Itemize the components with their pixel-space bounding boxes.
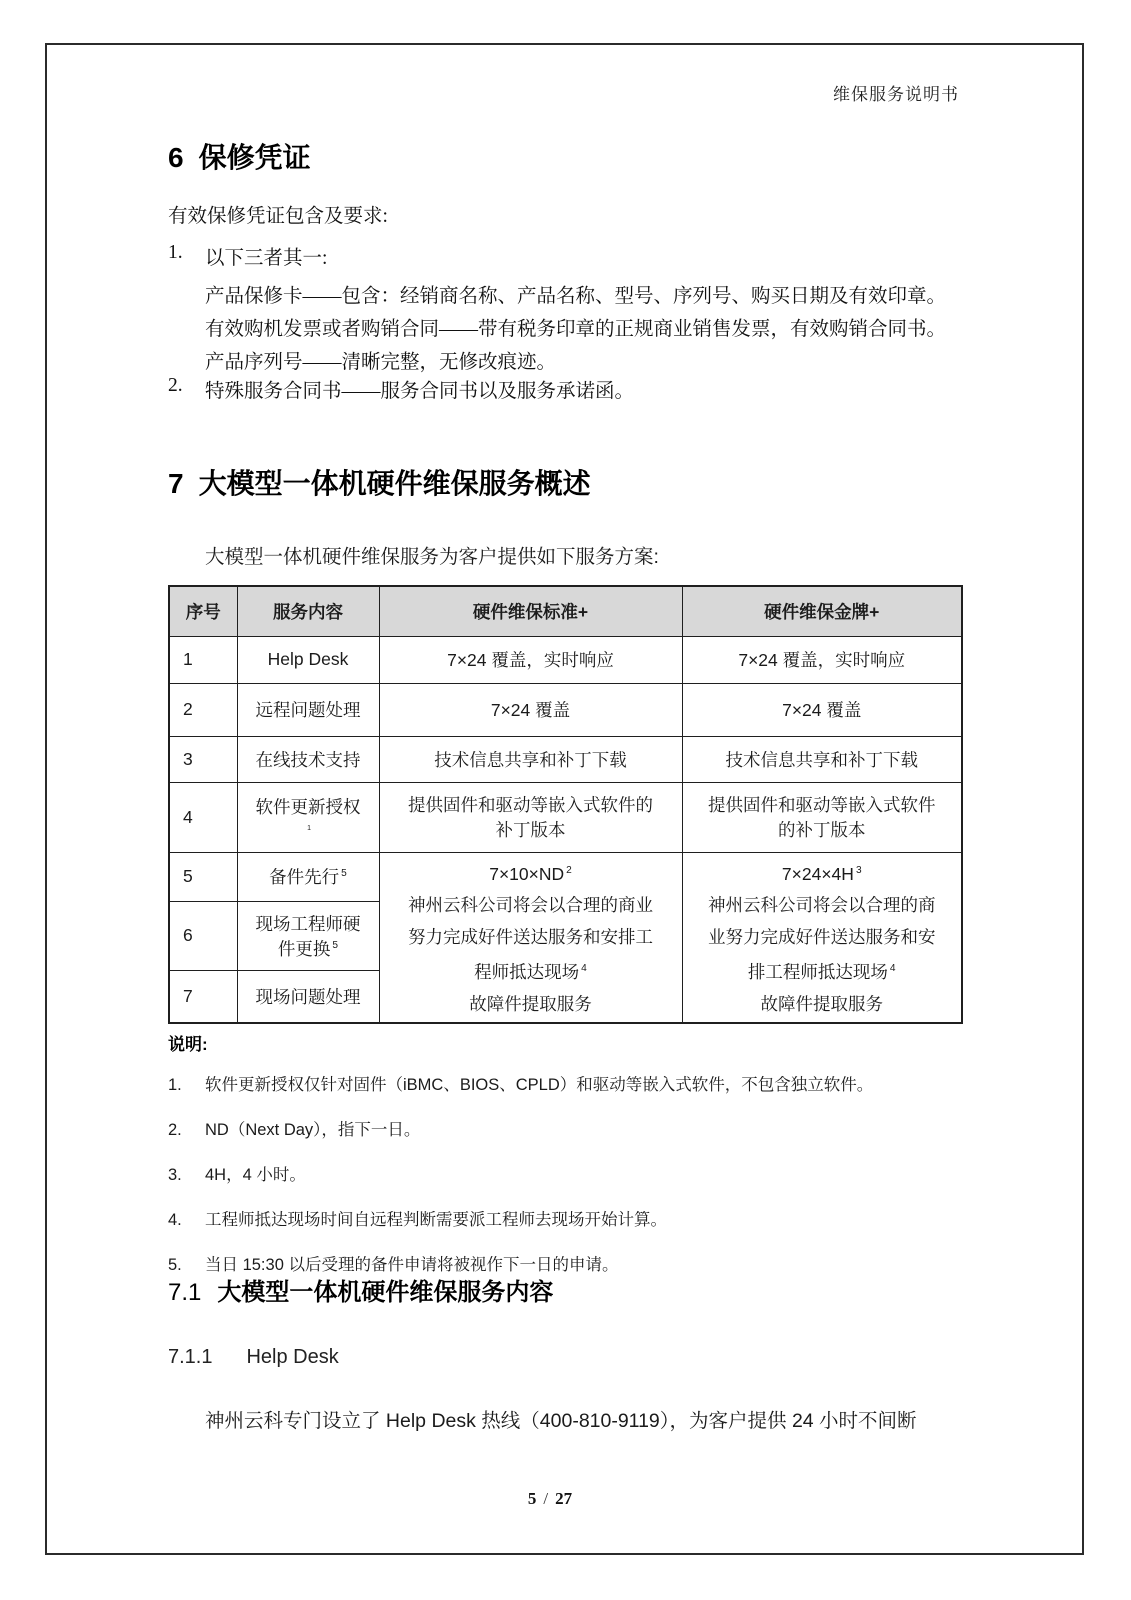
cell-service: 在线技术支持: [237, 736, 379, 782]
cell-gold: 7×24 覆盖，实时响应: [682, 636, 962, 683]
table-row: [169, 636, 962, 683]
sla-body: 神州云科公司将会以合理的商业努力完成好件送达服务和安排工程师抵达现场 $^4$: [708, 895, 936, 983]
list-item-number: 2.: [168, 375, 183, 396]
cell-gold: 7×24 覆盖: [682, 683, 962, 736]
list-item: [168, 375, 958, 403]
column-header-service: 服务内容: [237, 586, 379, 636]
column-header-no: 序号: [169, 586, 237, 636]
warranty-proof-lines: [205, 280, 965, 379]
section6-title: 保修凭证: [198, 142, 311, 173]
page-footer: [0, 1489, 1100, 1509]
section6-intro: 有效保修凭证包含及要求:: [168, 206, 388, 227]
notes-label: 说明:: [168, 1035, 208, 1054]
note-text: 当日 15:30 以后受理的备件申请将被视作下一日的申请。: [205, 1256, 619, 1274]
note-item: [168, 1073, 958, 1097]
footnote-marker: 5: [332, 940, 339, 952]
footnote-marker: 4: [889, 963, 896, 975]
table-header-row: [169, 586, 962, 636]
cell-standard-merged: [379, 852, 682, 1023]
cell-service: 现场问题处理: [237, 970, 379, 1023]
list-item: [168, 242, 958, 270]
footnote-marker: 5: [341, 868, 347, 880]
section6-number: 6: [168, 142, 184, 173]
sla-tail: 故障件提取服务: [760, 994, 883, 1015]
cell-no: 4: [169, 782, 237, 852]
section6-heading: [168, 136, 311, 176]
cell-standard: 7×24 覆盖，实时响应: [379, 636, 682, 683]
cell-no: 1: [169, 636, 237, 683]
warranty-proof-line: 产品序列号——清晰完整，无修改痕迹。: [205, 352, 557, 373]
page-number-current: 5: [527, 1489, 537, 1508]
section7-heading: [168, 462, 591, 502]
sla-tail: 故障件提取服务: [469, 994, 592, 1015]
sla-headline: 7×10×ND $^2$: [489, 863, 572, 884]
cell-gold: 技术信息共享和补丁下载: [682, 736, 962, 782]
note-number: 5.: [168, 1256, 182, 1274]
section7-1-title: 大模型一体机硬件维保服务内容: [217, 1279, 554, 1306]
section7-1-1-body: 神州云科专门设立了 Help Desk 热线（400-810-9119），为客户提供 24 小时不间断: [205, 1410, 917, 1432]
cell-standard: 技术信息共享和补丁下载: [379, 736, 682, 782]
list-item-number: 1.: [168, 242, 183, 263]
cell-service: 远程问题处理: [237, 683, 379, 736]
cell-service-text: 软件更新授权: [255, 796, 361, 817]
note-text: 工程师抵达现场时间自远程判断需要派工程师去现场开始计算。: [205, 1211, 667, 1229]
table-row: [169, 782, 962, 852]
sla-body: 神州云科公司将会以合理的商业努力完成好件送达服务和安排工程师抵达现场 $^4$: [408, 895, 653, 983]
warranty-proof-line: 产品保修卡——包含：经销商名称、产品名称、型号、序列号、购买日期及有效印章。: [205, 286, 947, 307]
cell-service: [237, 852, 379, 901]
section7-1-number: 7.1: [168, 1279, 202, 1306]
column-header-gold: 硬件维保金牌+: [682, 586, 962, 636]
section7-title: 大模型一体机硬件维保服务概述: [198, 468, 591, 499]
section7-1-1-heading: [168, 1346, 339, 1369]
section7-intro: 大模型一体机硬件维保服务为客户提供如下服务方案:: [205, 546, 659, 568]
section7-1-1-title: Help Desk: [246, 1346, 339, 1368]
cell-no: 2: [169, 683, 237, 736]
running-header: 维保服务说明书: [833, 85, 959, 104]
table-row: [169, 683, 962, 736]
warranty-proof-line: 有效购机发票或者购销合同——带有税务印章的正规商业销售发票，有效购销合同书。: [205, 319, 947, 340]
cell-service-text: 现场工程师硬件更换: [255, 913, 361, 959]
cell-no: 7: [169, 970, 237, 1023]
note-item: [168, 1208, 958, 1232]
table-row: [169, 852, 962, 901]
cell-no: 3: [169, 736, 237, 782]
list-item-text: 特殊服务合同书——服务合同书以及服务承诺函。: [205, 381, 635, 402]
footnote-marker: 2: [566, 864, 572, 876]
cell-no: 6: [169, 901, 237, 970]
section7-1-1-number: 7.1.1: [168, 1346, 213, 1368]
sla-headline: 7×24×4H $^3$: [781, 863, 862, 884]
cell-service: [237, 901, 379, 970]
section7-number: 7: [168, 468, 184, 499]
table-notes: [168, 1030, 958, 1298]
note-text: 4H，4 小时。: [205, 1166, 306, 1184]
cell-gold-merged: [682, 852, 962, 1023]
note-text: 软件更新授权仅针对固件（iBMC、BIOS、CPLD）和驱动等嵌入式软件，不包含独立软件。: [205, 1076, 874, 1094]
footnote-marker: 3: [855, 864, 862, 876]
footnote-marker: 1: [307, 824, 311, 832]
note-number: 1.: [168, 1076, 182, 1094]
column-header-standard: 硬件维保标准+: [379, 586, 682, 636]
note-number: 2.: [168, 1121, 182, 1139]
section7-1-heading: [168, 1272, 553, 1307]
footnote-marker: 4: [581, 963, 587, 975]
note-number: 3.: [168, 1166, 182, 1184]
page-number-separator: /: [543, 1489, 549, 1508]
cell-service-footnote: [244, 819, 373, 841]
service-plan-table: [168, 585, 963, 1024]
cell-no: 5: [169, 852, 237, 901]
note-item: [168, 1163, 958, 1187]
cell-standard: 7×24 覆盖: [379, 683, 682, 736]
note-text: ND（Next Day），指下一日。: [205, 1121, 421, 1139]
cell-service: [237, 782, 379, 852]
list-item-text: 以下三者其一:: [205, 248, 328, 269]
table-row: [169, 736, 962, 782]
cell-service: Help Desk: [237, 636, 379, 683]
note-number: 4.: [168, 1211, 182, 1229]
cell-standard: 提供固件和驱动等嵌入式软件的补丁版本: [379, 782, 682, 852]
note-item: [168, 1118, 958, 1142]
page-number-total: 27: [555, 1489, 573, 1508]
cell-service-text: 备件先行: [269, 867, 340, 888]
cell-gold: 提供固件和驱动等嵌入式软件的补丁版本: [682, 782, 962, 852]
